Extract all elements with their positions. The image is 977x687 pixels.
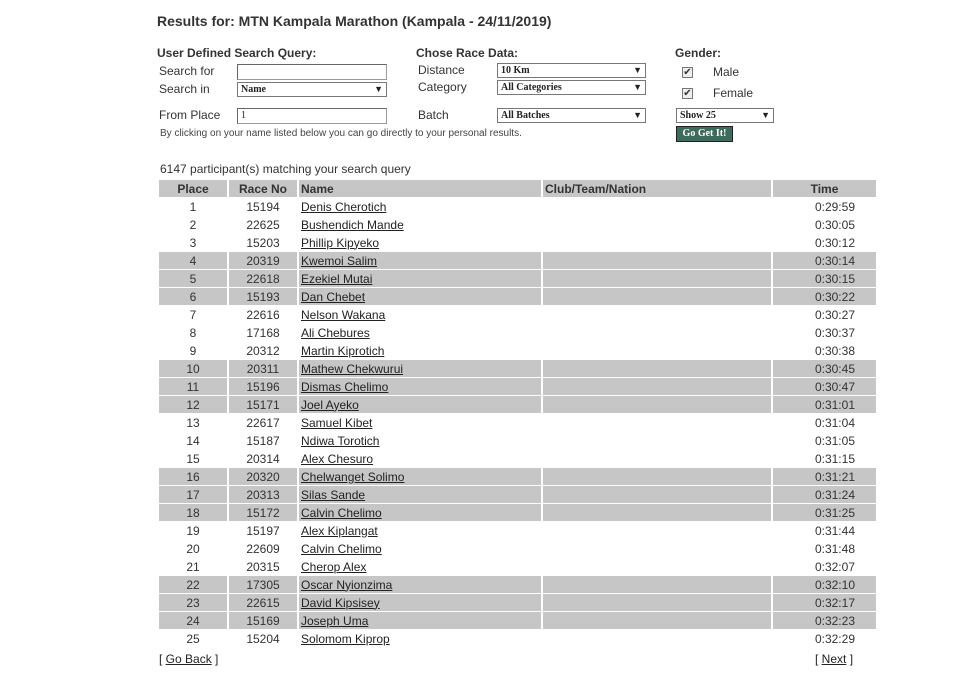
club-cell — [543, 288, 771, 306]
gender-heading: Gender: — [675, 46, 722, 60]
table-row — [159, 288, 876, 306]
time-cell: 0:31:21 — [773, 468, 876, 486]
time-cell: 0:30:38 — [773, 342, 876, 360]
table-row — [159, 486, 876, 504]
table-row — [159, 270, 876, 288]
place-cell: 19 — [159, 522, 227, 540]
place-cell: 13 — [159, 414, 227, 432]
batch-select[interactable] — [497, 108, 646, 123]
name-cell — [299, 540, 541, 558]
club-cell — [543, 324, 771, 342]
bracket-open: [ — [815, 652, 822, 666]
runner-name-link[interactable]: Joseph Uma — [301, 613, 369, 628]
name-cell — [299, 252, 541, 270]
club-cell — [543, 558, 771, 576]
time-cell: 0:30:45 — [773, 360, 876, 378]
time-cell: 0:32:23 — [773, 612, 876, 630]
time-cell: 0:32:07 — [773, 558, 876, 576]
go-back-text[interactable]: Go Back — [165, 652, 212, 666]
race-no-cell: 20319 — [229, 252, 297, 270]
bracket-close: ] — [211, 652, 219, 666]
table-row — [159, 450, 876, 468]
runner-name-link[interactable]: Ali Chebures — [301, 325, 370, 340]
place-cell: 23 — [159, 594, 227, 612]
place-cell: 22 — [159, 576, 227, 594]
name-cell — [299, 630, 541, 648]
time-cell: 0:31:44 — [773, 522, 876, 540]
name-cell — [299, 414, 541, 432]
table-row — [159, 558, 876, 576]
name-cell — [299, 270, 541, 288]
table-row — [159, 234, 876, 252]
table-row — [159, 414, 876, 432]
race-no-cell: 15172 — [229, 504, 297, 522]
place-cell: 18 — [159, 504, 227, 522]
next-link[interactable] — [815, 652, 853, 666]
table-row — [159, 594, 876, 612]
category-select[interactable] — [497, 80, 646, 95]
from-place-value: 1 — [241, 110, 246, 121]
chevron-down-icon: ▼ — [633, 82, 642, 92]
time-cell: 0:30:47 — [773, 378, 876, 396]
table-row — [159, 540, 876, 558]
place-cell: 9 — [159, 342, 227, 360]
go-get-it-button[interactable]: Go Get It! — [676, 126, 733, 142]
place-cell: 5 — [159, 270, 227, 288]
club-cell — [543, 252, 771, 270]
runner-name-link[interactable]: Martin Kiprotich — [301, 343, 385, 358]
time-cell: 0:29:59 — [773, 198, 876, 216]
time-cell: 0:31:15 — [773, 450, 876, 468]
runner-name-link[interactable]: Cherop Alex — [301, 559, 367, 574]
table-row — [159, 504, 876, 522]
page-title: Results for: MTN Kampala Marathon (Kampala - 24/11/2019) — [157, 13, 552, 29]
runner-name-link[interactable]: Kwemoi Salim — [301, 253, 378, 268]
club-cell — [543, 594, 771, 612]
chevron-down-icon: ▼ — [761, 110, 770, 120]
bracket-open: [ — [159, 652, 166, 666]
search-query-heading: User Defined Search Query: — [157, 46, 317, 60]
header-name[interactable]: Name — [299, 180, 541, 198]
place-cell: 2 — [159, 216, 227, 234]
race-no-cell: 15197 — [229, 522, 297, 540]
name-cell — [299, 378, 541, 396]
table-row — [159, 252, 876, 270]
female-label: Female — [713, 86, 754, 100]
club-cell — [543, 198, 771, 216]
race-no-cell: 20312 — [229, 342, 297, 360]
runner-name-link[interactable]: Alex Chesuro — [301, 451, 374, 466]
name-cell — [299, 342, 541, 360]
race-no-cell: 15187 — [229, 432, 297, 450]
time-cell: 0:31:25 — [773, 504, 876, 522]
table-row — [159, 360, 876, 378]
place-cell: 15 — [159, 450, 227, 468]
name-cell — [299, 504, 541, 522]
race-no-cell: 20315 — [229, 558, 297, 576]
table-row — [159, 378, 876, 396]
category-value: All Categories — [501, 82, 562, 93]
place-cell: 24 — [159, 612, 227, 630]
race-no-cell: 22609 — [229, 540, 297, 558]
table-row — [159, 522, 876, 540]
runner-name-link[interactable]: Bushendich Mande — [301, 217, 404, 232]
runner-name-link[interactable]: Mathew Chekwurui — [301, 361, 404, 376]
race-no-cell: 15193 — [229, 288, 297, 306]
show-count-select[interactable] — [676, 108, 774, 123]
place-cell: 6 — [159, 288, 227, 306]
table-row — [159, 324, 876, 342]
name-cell — [299, 288, 541, 306]
time-cell: 0:31:05 — [773, 432, 876, 450]
runner-name-link[interactable]: Dan Chebet — [301, 289, 366, 304]
name-cell — [299, 450, 541, 468]
race-no-cell: 15194 — [229, 198, 297, 216]
runner-name-link[interactable]: Solomom Kiprop — [301, 631, 390, 646]
runner-name-link[interactable]: Denis Cherotich — [301, 199, 387, 214]
runner-name-link[interactable]: Ndiwa Torotich — [301, 433, 380, 448]
runner-name-link[interactable]: Calvin Chelimo — [301, 505, 382, 520]
table-row — [159, 396, 876, 414]
batch-value: All Batches — [501, 110, 550, 121]
header-place[interactable]: Place — [159, 180, 227, 198]
race-no-cell: 15203 — [229, 234, 297, 252]
race-no-cell: 20313 — [229, 486, 297, 504]
club-cell — [543, 450, 771, 468]
runner-name-link[interactable]: Oscar Nyionzima — [301, 577, 393, 592]
name-cell — [299, 468, 541, 486]
race-no-cell: 20320 — [229, 468, 297, 486]
search-in-value: Name — [241, 84, 266, 95]
category-label: Category — [418, 80, 467, 94]
table-row — [159, 216, 876, 234]
club-cell — [543, 540, 771, 558]
table-row — [159, 630, 876, 648]
name-cell — [299, 558, 541, 576]
place-cell: 17 — [159, 486, 227, 504]
runner-name-link[interactable]: Joel Ayeko — [301, 397, 359, 412]
club-cell — [543, 612, 771, 630]
place-cell: 11 — [159, 378, 227, 396]
runner-name-link[interactable]: Dismas Chelimo — [301, 379, 389, 394]
table-row — [159, 468, 876, 486]
place-cell: 7 — [159, 306, 227, 324]
club-cell — [543, 414, 771, 432]
from-place-input[interactable] — [237, 108, 387, 124]
name-cell — [299, 234, 541, 252]
chevron-down-icon: ▼ — [633, 110, 642, 120]
time-cell: 0:30:05 — [773, 216, 876, 234]
header-time[interactable]: Time — [773, 180, 876, 198]
place-cell: 14 — [159, 432, 227, 450]
male-checkbox[interactable]: ✔ — [683, 67, 692, 78]
name-cell — [299, 198, 541, 216]
time-cell: 0:30:37 — [773, 324, 876, 342]
runner-name-link[interactable]: Chelwanget Solimo — [301, 469, 405, 484]
race-no-cell: 22625 — [229, 216, 297, 234]
time-cell: 0:31:04 — [773, 414, 876, 432]
club-cell — [543, 396, 771, 414]
male-label: Male — [713, 65, 740, 79]
runner-name-link[interactable]: Nelson Wakana — [301, 307, 386, 322]
search-for-input[interactable] — [237, 64, 387, 80]
club-cell — [543, 486, 771, 504]
club-cell — [543, 306, 771, 324]
name-cell — [299, 432, 541, 450]
search-for-label: Search for — [159, 64, 215, 78]
place-cell: 20 — [159, 540, 227, 558]
club-cell — [543, 432, 771, 450]
club-cell — [543, 576, 771, 594]
runner-name-link[interactable]: Alex Kiplangat — [301, 523, 378, 538]
club-cell — [543, 270, 771, 288]
race-data-heading: Chose Race Data: — [416, 46, 519, 60]
race-no-cell: 15196 — [229, 378, 297, 396]
race-no-cell: 20311 — [229, 360, 297, 378]
female-checkbox[interactable]: ✔ — [683, 88, 692, 99]
club-cell — [543, 522, 771, 540]
name-cell — [299, 594, 541, 612]
runner-name-link[interactable]: Silas Sande — [301, 487, 366, 502]
table-header-row — [159, 180, 876, 198]
name-cell — [299, 360, 541, 378]
search-in-select[interactable] — [237, 82, 387, 97]
time-cell: 0:30:15 — [773, 270, 876, 288]
race-no-cell: 15169 — [229, 612, 297, 630]
results-table — [157, 180, 878, 648]
runner-name-link[interactable]: Calvin Chelimo — [301, 541, 382, 556]
table-row — [159, 342, 876, 360]
place-cell: 3 — [159, 234, 227, 252]
race-no-cell: 15204 — [229, 630, 297, 648]
table-row — [159, 612, 876, 630]
result-count: 6147 participant(s) matching your search query — [160, 162, 411, 176]
name-cell — [299, 486, 541, 504]
chevron-down-icon: ▼ — [374, 84, 383, 94]
name-cell — [299, 324, 541, 342]
header-club[interactable]: Club/Team/Nation — [543, 180, 771, 198]
from-place-label: From Place — [159, 108, 221, 122]
place-cell: 4 — [159, 252, 227, 270]
place-cell: 16 — [159, 468, 227, 486]
runner-name-link[interactable]: David Kipsisey — [301, 595, 380, 610]
time-cell: 0:30:22 — [773, 288, 876, 306]
place-cell: 12 — [159, 396, 227, 414]
go-back-link[interactable] — [159, 652, 218, 666]
club-cell — [543, 360, 771, 378]
runner-name-link[interactable]: Phillip Kipyeko — [301, 235, 380, 250]
race-no-cell: 22617 — [229, 414, 297, 432]
name-cell — [299, 612, 541, 630]
place-cell: 1 — [159, 198, 227, 216]
club-cell — [543, 216, 771, 234]
club-cell — [543, 342, 771, 360]
header-race-no[interactable]: Race No — [229, 180, 297, 198]
bracket-close: ] — [846, 652, 854, 666]
name-cell — [299, 576, 541, 594]
table-row — [159, 198, 876, 216]
table-row — [159, 306, 876, 324]
club-cell — [543, 234, 771, 252]
club-cell — [543, 630, 771, 648]
place-cell: 21 — [159, 558, 227, 576]
time-cell: 0:32:29 — [773, 630, 876, 648]
time-cell: 0:31:24 — [773, 486, 876, 504]
time-cell: 0:30:27 — [773, 306, 876, 324]
table-row — [159, 432, 876, 450]
show-count-value: Show 25 — [680, 110, 716, 121]
race-no-cell: 20314 — [229, 450, 297, 468]
race-no-cell: 22615 — [229, 594, 297, 612]
place-cell: 10 — [159, 360, 227, 378]
race-no-cell: 15171 — [229, 396, 297, 414]
place-cell: 25 — [159, 630, 227, 648]
race-no-cell: 22618 — [229, 270, 297, 288]
next-text[interactable]: Next — [821, 652, 847, 666]
time-cell: 0:32:10 — [773, 576, 876, 594]
name-cell — [299, 396, 541, 414]
time-cell: 0:30:12 — [773, 234, 876, 252]
race-no-cell: 17305 — [229, 576, 297, 594]
runner-name-link[interactable]: Ezekiel Mutai — [301, 271, 373, 286]
chevron-down-icon: ▼ — [633, 65, 642, 75]
time-cell: 0:32:17 — [773, 594, 876, 612]
distance-label: Distance — [418, 63, 465, 77]
table-row — [159, 576, 876, 594]
place-cell: 8 — [159, 324, 227, 342]
race-no-cell: 17168 — [229, 324, 297, 342]
time-cell: 0:31:01 — [773, 396, 876, 414]
instruction-note: By clicking on your name listed below you can go directly to your personal results. — [160, 128, 522, 139]
distance-value: 10 Km — [501, 65, 530, 76]
batch-label: Batch — [418, 108, 449, 122]
name-cell — [299, 216, 541, 234]
time-cell: 0:31:48 — [773, 540, 876, 558]
race-no-cell: 22616 — [229, 306, 297, 324]
distance-select[interactable] — [497, 63, 646, 78]
club-cell — [543, 504, 771, 522]
club-cell — [543, 468, 771, 486]
search-in-label: Search in — [159, 82, 210, 96]
runner-name-link[interactable]: Samuel Kibet — [301, 415, 373, 430]
club-cell — [543, 378, 771, 396]
name-cell — [299, 522, 541, 540]
name-cell — [299, 306, 541, 324]
time-cell: 0:30:14 — [773, 252, 876, 270]
